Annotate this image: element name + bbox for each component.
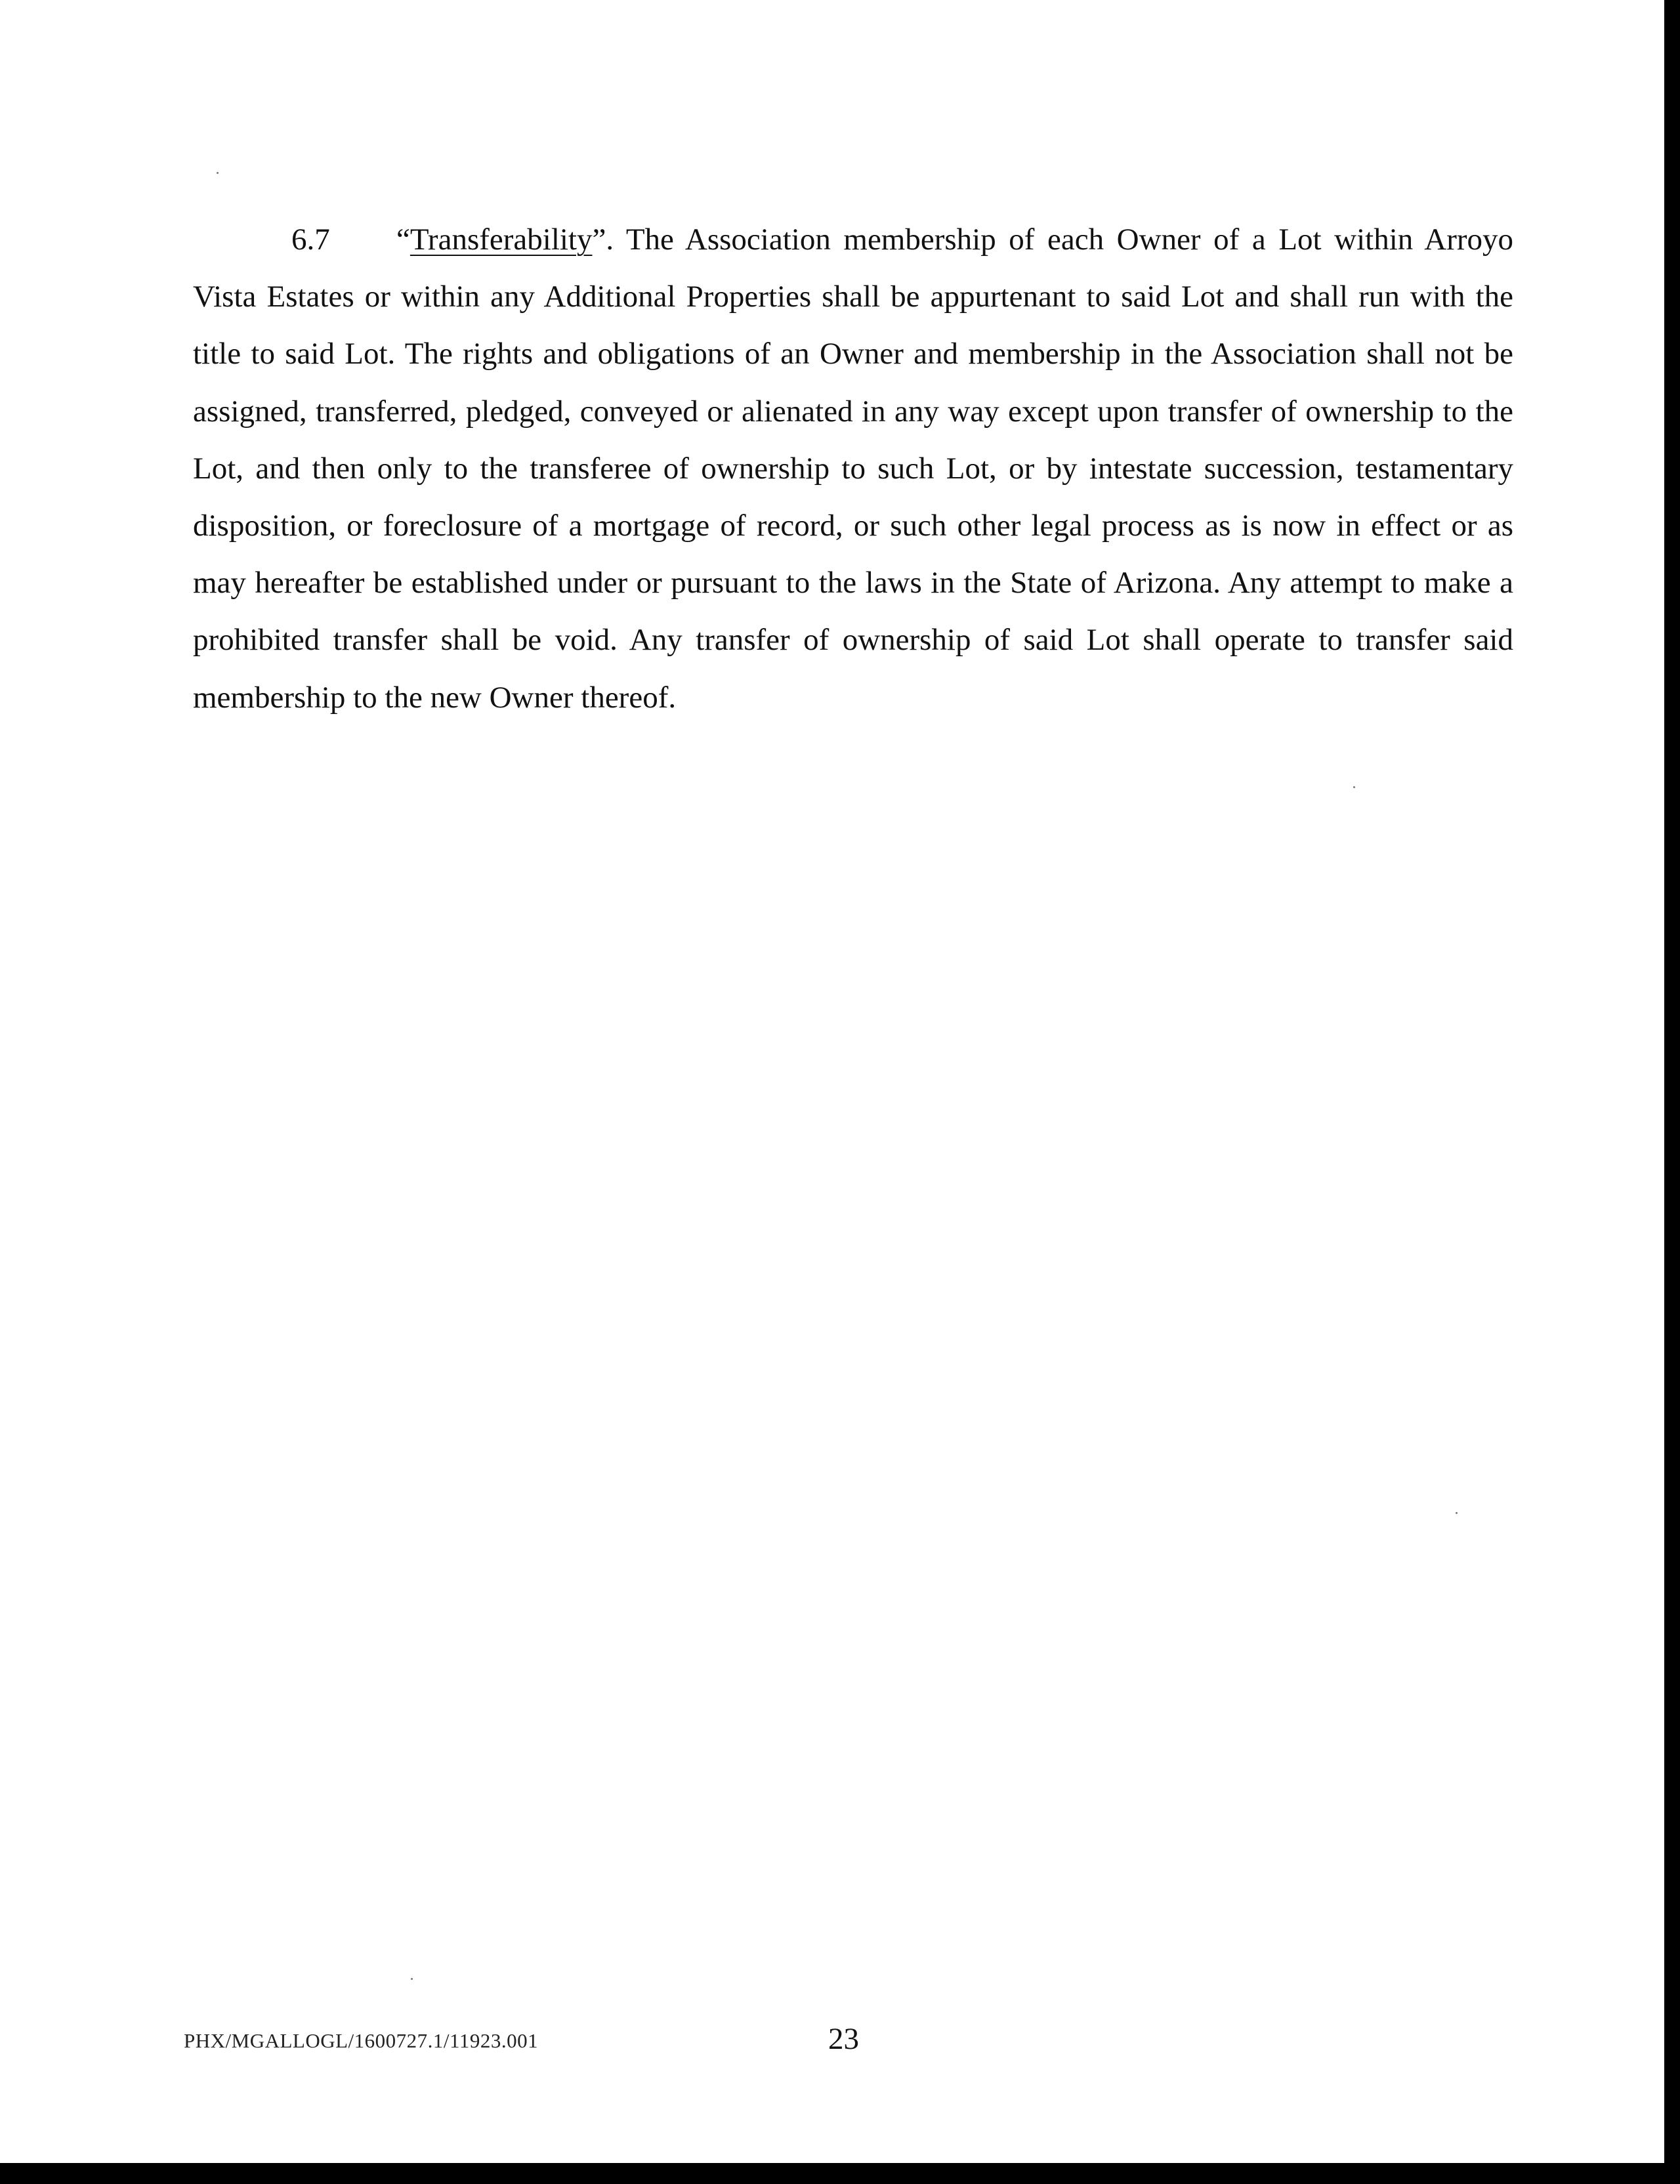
section-6-7 <box>193 211 1513 726</box>
title-close-quote: ”. <box>592 222 614 257</box>
section-number: 6.7 <box>291 222 330 257</box>
section-body-text: The Association membership of each Owner of a Lot within Arroyo Vista Estates or within any Additional Properties shall be appurtenant to said Lot and shall run with the title to said Lot. The rights and obligations of an Owner and membership in the Association shall not be assigned, transferred, pledged, conveyed or alienated in any way except upon transfer of ownership to the Lot, and then only to the transferee of ownership to such Lot, or by intestate succession, testamentary disposition, or foreclosure of a mortgage of record, or such other legal process as is now in effect or as may hereafter be established under or pursuant to the laws in the State of Arizona. Any attempt to make a prohibited transfer shall be void. Any transfer of ownership of said Lot shall operate to transfer said membership to the new Owner thereof. <box>193 222 1513 715</box>
scan-speck <box>411 1978 413 1980</box>
section-paragraph <box>193 211 1513 726</box>
title-open-quote: “ <box>396 222 410 257</box>
section-title: Transferability <box>410 222 593 257</box>
scan-speck <box>217 172 219 174</box>
document-code: PHX/MGALLOGL/1600727.1/11923.001 <box>184 2029 539 2052</box>
page-number: 23 <box>828 2022 859 2056</box>
scan-speck <box>1456 1512 1458 1514</box>
scan-speck <box>1353 786 1355 788</box>
